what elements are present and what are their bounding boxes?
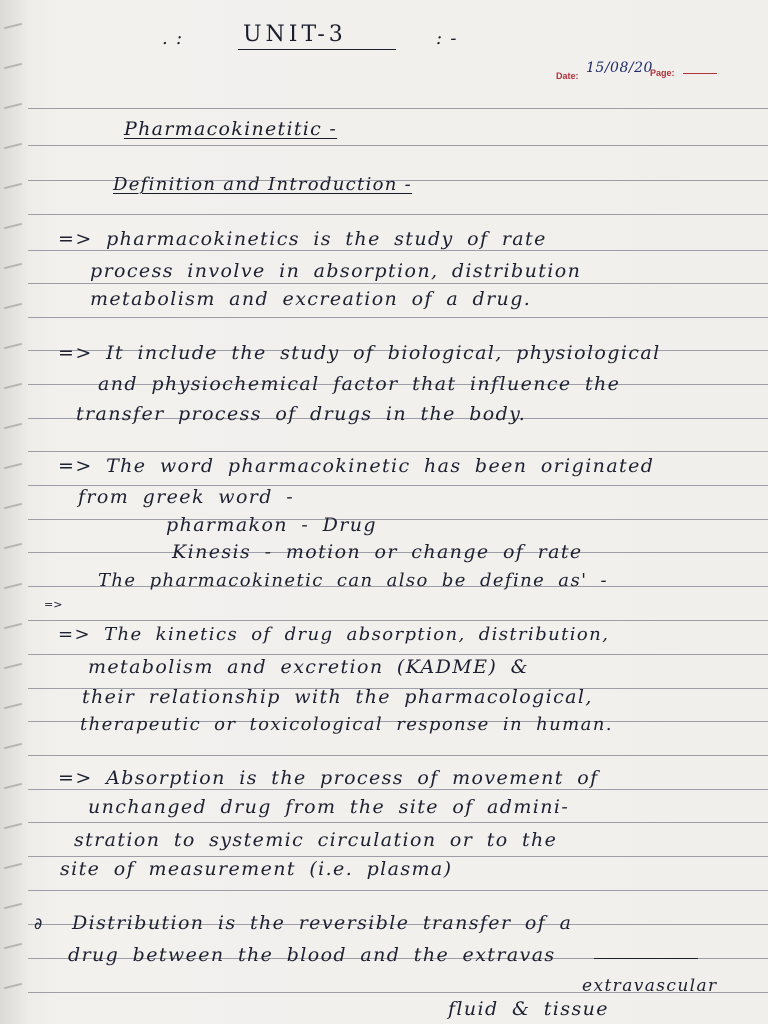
paragraph-bullet: ∂ xyxy=(34,914,43,933)
text-line: extravascular xyxy=(582,976,718,996)
text-line: fluid & tissue xyxy=(448,998,609,1020)
text-line: their relationship with the pharmacological, xyxy=(82,686,593,708)
text-line: unchanged drug from the site of admini- xyxy=(88,796,570,818)
date-label: Date: xyxy=(556,71,579,81)
text-line: site of measurement (i.e. plasma) xyxy=(60,858,453,880)
text-line: metabolism and excretion (KADME) & xyxy=(88,656,529,678)
decoration-left: . : xyxy=(162,28,184,49)
stray-arrow-mark: => xyxy=(44,598,63,611)
text-line: => It include the study of biological, physiological xyxy=(58,342,661,364)
unit-title: UNIT-3 xyxy=(243,22,347,47)
text-line: => The kinetics of drug absorption, distribution, xyxy=(58,624,610,645)
text-line: => pharmacokinetics is the study of rate xyxy=(58,228,547,250)
text-line: pharmakon - Drug xyxy=(166,514,377,536)
text-line: Distribution is the reversible transfer of a xyxy=(72,912,573,934)
text-line: process involve in absorption, distribution xyxy=(90,260,582,282)
date-value: 15/08/20 xyxy=(586,60,653,76)
text-line: transfer process of drugs in the body. xyxy=(76,403,527,425)
text-line: from greek word - xyxy=(78,486,295,508)
strikeout-mark xyxy=(594,958,698,959)
text-line: => Absorption is the process of movement of xyxy=(58,767,599,789)
text-line: and physiochemical factor that influence the xyxy=(98,373,621,395)
text-line: Kinesis - motion or change of rate xyxy=(172,541,583,563)
text-line: metabolism and excreation of a drug. xyxy=(90,288,532,310)
text-line: => The word pharmacokinetic has been originated xyxy=(58,455,655,477)
text-line: therapeutic or toxicological response in human. xyxy=(80,714,613,735)
unit-title-underline xyxy=(238,49,396,50)
decoration-right: : - xyxy=(436,28,458,49)
text-line: stration to systemic circulation or to the xyxy=(74,829,558,851)
page-number-blank xyxy=(683,73,717,74)
page-label: Page: xyxy=(650,68,675,78)
topic-heading: Pharmacokinetitic - xyxy=(124,118,338,140)
text-line: drug between the blood and the extravas xyxy=(68,944,556,966)
subtopic-heading: Definition and Introduction - xyxy=(113,174,413,195)
text-line: The pharmacokinetic can also be define as' - xyxy=(98,570,609,591)
